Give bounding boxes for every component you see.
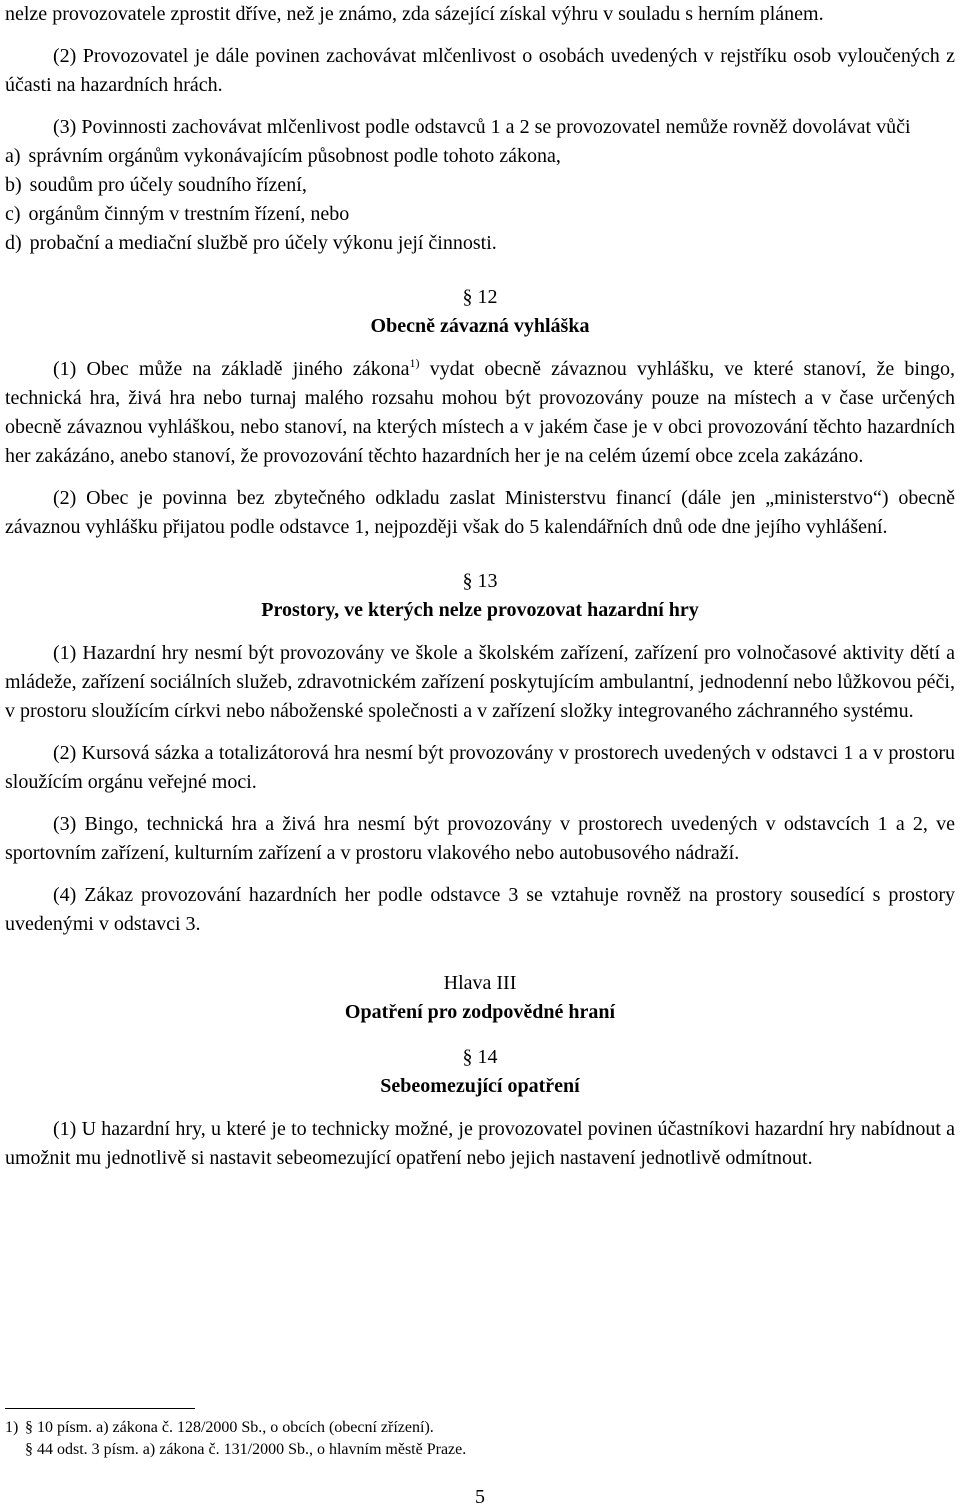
section-13-paragraph-2: (2) Kursová sázka a totalizátorová hra nesmí být provozovány v prostorech uvedených v odstavci 1 a v prostoru sloužícím orgánu veřejné moci. (5, 742, 955, 793)
list-item-text: správním orgánům vykonávajícím působnost podle tohoto zákona, (28, 145, 561, 167)
footnotes (5, 1418, 955, 1462)
section-14-title: Sebeomezující opatření (380, 1075, 580, 1097)
section-14-number: § 14 (462, 1046, 498, 1068)
section-12-paragraph-2: (2) Obec je povinna bez zbytečného odkladu zaslat Ministerstvu financí (dále jen „ministerstvo“) obecně závaznou vyhlášku přijatou podle odstavce 1, nejpozději však do 5 kalendářních dnů ode dne jejího vyhlášení. (5, 487, 955, 538)
page-number: 5 (475, 1486, 485, 1508)
footnote (5, 1418, 955, 1438)
footnote (5, 1440, 955, 1460)
list-item-label: a) (5, 145, 21, 167)
footnote-text: § 44 odst. 3 písm. a) zákona č. 131/2000 Sb., o hlavním městě Praze. (25, 1441, 467, 1458)
paragraph-3: (3) Povinnosti zachovávat mlčenlivost podle odstavců 1 a 2 se provozovatel nemůže rovněž dovolávat vůči (53, 116, 911, 138)
chapter-title: Opatření pro zodpovědné hraní (344, 1001, 616, 1023)
list-item (5, 229, 955, 258)
footnote-mark: 1) (5, 1419, 19, 1436)
section-12-title: Obecně závazná vyhláška (370, 315, 590, 337)
paragraph-text: vydat obecně závaznou vyhlášku, ve které stanoví, že bingo, technická hra, živá hra nebo turnaj malého rozsahu mohou být provozovány pouze na místech a v čase určených obecně závaznou vyhláškou, nebo stanoví, na kterých místech a v jakém čase je v obci provozování těchto hazardních her zakázáno, anebo stanoví, že provozování těchto hazardních her je na celém území obce zcela zakázáno. (5, 358, 955, 467)
section-13-paragraph-4: (4) Zákaz provozování hazardních her podle odstavce 3 se vztahuje rovněž na prostory sousedící s prostory uvedenými v odstavci 3. (5, 884, 955, 935)
section-12-number: § 12 (462, 286, 498, 308)
list-item (5, 142, 955, 171)
document-page (5, 0, 955, 1173)
list-item-text: orgánům činným v trestním řízení, nebo (28, 203, 350, 225)
chapter-number: Hlava III (443, 972, 517, 994)
list-item-label: c) (5, 203, 21, 225)
section-13-paragraph-1: (1) Hazardní hry nesmí být provozovány ve škole a školském zařízení, zařízení pro volnočasové aktivity dětí a mládeže, zařízení sociálních služeb, zdravotnickém zařízení poskytujícím ambulantní, jednodenní nebo lůžkovou péči, v prostoru sloužícím církvi nebo náboženské společnosti a v zařízení složky integrovaného záchranného systému. (5, 642, 955, 722)
section-12-paragraph-1 (5, 355, 955, 471)
list-item-text: probační a mediační službě pro účely výkonu její činnosti. (29, 232, 497, 254)
list-item (5, 171, 955, 200)
paragraph-text: (1) Obec může na základě jiného zákona (53, 358, 410, 380)
paragraph-2: (2) Provozovatel je dále povinen zachovávat mlčenlivost o osobách uvedených v rejstříku osob vyloučených z účasti na hazardních hrách. (5, 45, 955, 96)
section-13-number: § 13 (462, 570, 498, 592)
footnote-reference: 1) (409, 356, 420, 370)
footnote-text: § 10 písm. a) zákona č. 128/2000 Sb., o obcích (obecní zřízení). (25, 1419, 434, 1436)
list-item-label: b) (5, 174, 22, 196)
list-item-text: soudům pro účely soudního řízení, (29, 174, 307, 196)
section-13-paragraph-3: (3) Bingo, technická hra a živá hra nesmí být provozovány v prostorech uvedených v odstavcích 1 a 2, ve sportovním zařízení, kulturním zařízení a v prostoru vlakového nebo autobusového nádraží. (5, 813, 955, 864)
exceptions-list (5, 142, 955, 258)
section-14-paragraph-1: (1) U hazardní hry, u které je to technicky možné, je provozovatel povinen účastníkovi hazardní hry nabídnout a umožnit mu jednotlivě si nastavit sebeomezující opatření nebo jejich nastavení jednotlivě odmítnout. (5, 1118, 955, 1169)
footnote-divider (5, 1408, 195, 1409)
list-item (5, 200, 955, 229)
section-13-title: Prostory, ve kterých nelze provozovat hazardní hry (261, 599, 699, 621)
list-item-label: d) (5, 232, 22, 254)
continuation-paragraph: nelze provozovatele zprostit dříve, než je známo, zda sázející získal výhru v souladu s herním plánem. (5, 3, 824, 25)
